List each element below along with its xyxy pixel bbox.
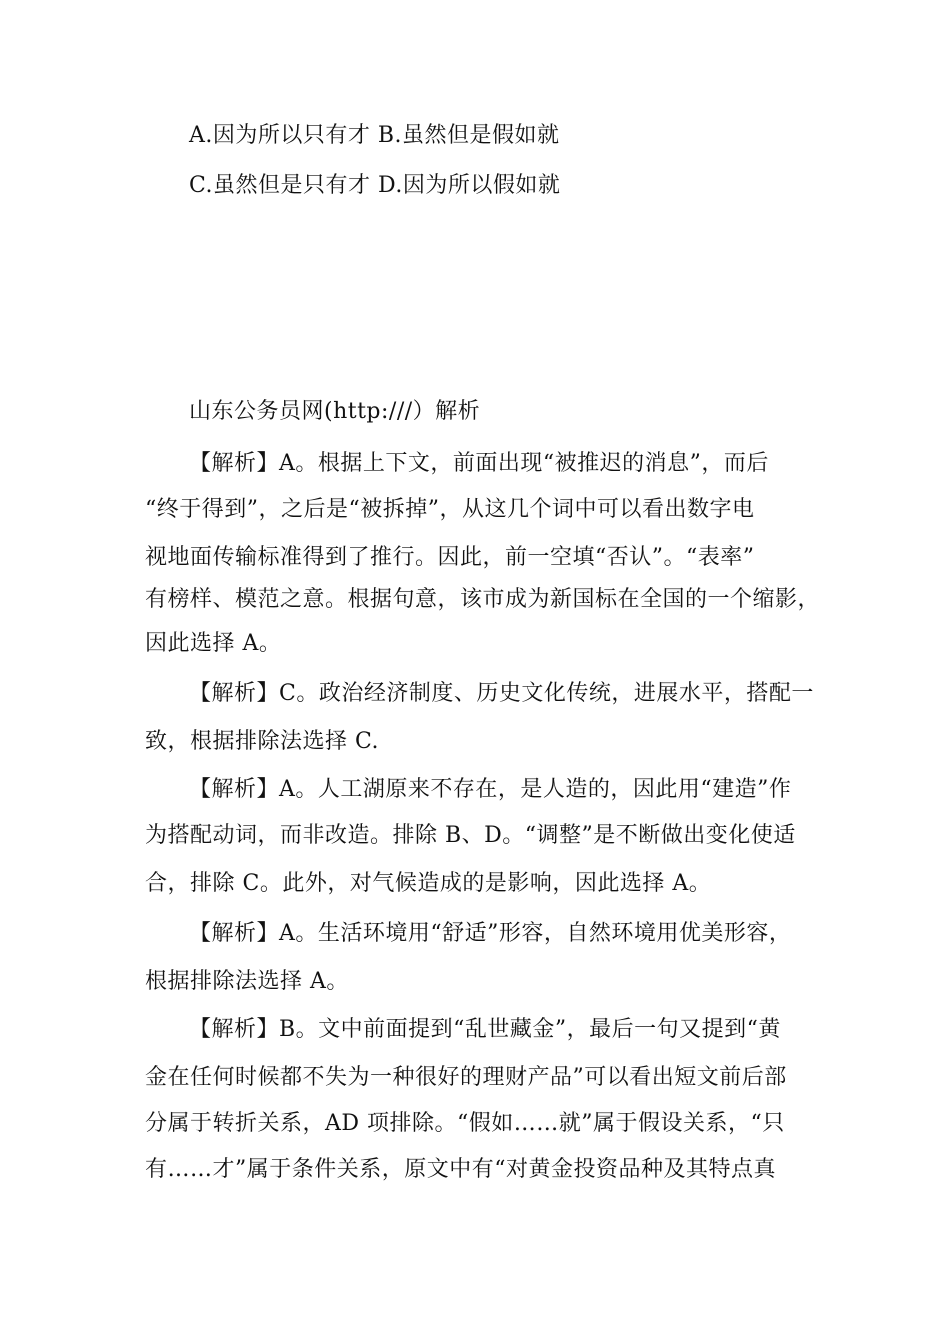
source-line: 山东公务员网(http:///）解析 xyxy=(189,399,481,424)
analysis-4-line-1: 【解析】A。生活环境用“舒适”形容，自然环境用优美形容， xyxy=(189,921,792,946)
analysis-3-line-1: 【解析】A。人工湖原来不存在，是人造的，因此用“建造”作 xyxy=(189,777,792,802)
analysis-1-line-3: 视地面传输标准得到了推行。因此，前一空填“否认”。“表率” xyxy=(145,545,755,570)
analysis-3-line-3: 合，排除 C。此外，对气候造成的是影响，因此选择 A。 xyxy=(145,871,712,896)
analysis-1-line-1: 【解析】A。根据上下文，前面出现“被推迟的消息”，而后 xyxy=(189,451,769,476)
analysis-1-line-2: “终于得到”，之后是“被拆掉”，从这几个词中可以看出数字电 xyxy=(145,497,755,522)
options-line-1: A.因为所以只有才 B.虽然但是假如就 xyxy=(189,123,560,148)
options-line-2: C.虽然但是只有才 D.因为所以假如就 xyxy=(189,173,561,198)
analysis-3-line-2: 为搭配动词，而非改造。排除 B、D。“调整”是不断做出变化使适 xyxy=(145,823,796,848)
analysis-5-line-4: 有……才”属于条件关系，原文中有“对黄金投资品种及其特点真 xyxy=(145,1157,776,1182)
analysis-1-line-4: 有榜样、模范之意。根据句意，该市成为新国标在全国的一个缩影， xyxy=(145,587,821,612)
analysis-5-line-3: 分属于转折关系，AD 项排除。“假如……就”属于假设关系，“只 xyxy=(145,1111,785,1136)
analysis-5-line-2: 金在任何时候都不失为一种很好的理财产品”可以看出短文前后部 xyxy=(145,1065,787,1090)
analysis-2-line-2: 致，根据排除法选择 C. xyxy=(145,729,380,754)
analysis-4-line-2: 根据排除法选择 A。 xyxy=(145,969,349,994)
analysis-5-line-1: 【解析】B。文中前面提到“乱世藏金”，最后一句又提到“黄 xyxy=(189,1017,781,1042)
analysis-2-line-1: 【解析】C。政治经济制度、历史文化传统，进展水平，搭配一 xyxy=(189,681,814,706)
analysis-1-line-5: 因此选择 A。 xyxy=(145,631,282,656)
